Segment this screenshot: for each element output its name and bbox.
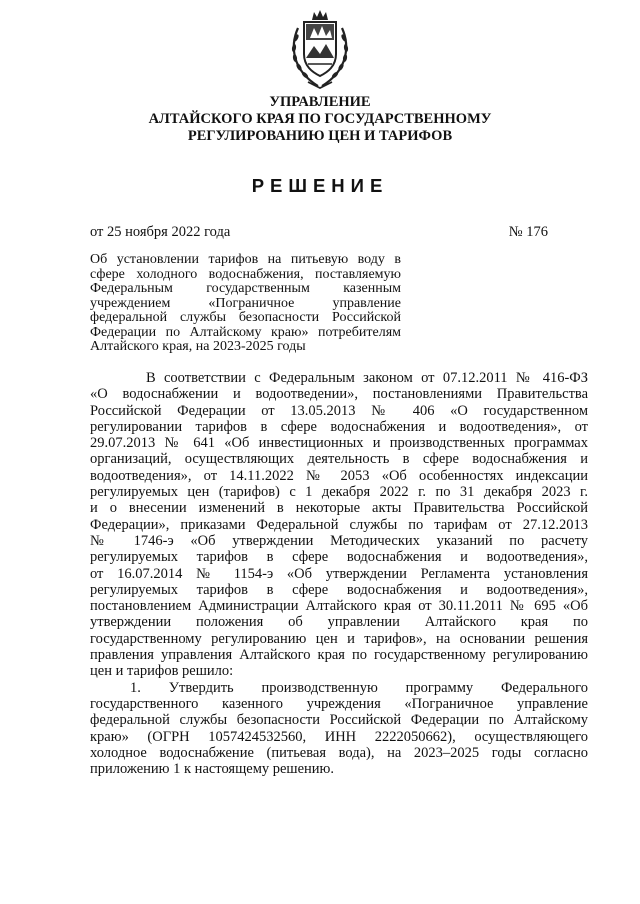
subject-line: учреждением «Пограничное управление	[90, 295, 401, 311]
subject-line: Федерации по Алтайскому краю» потребителям	[90, 324, 401, 340]
body-line: холодное водоснабжение (питьевая вода), на 2023–2025 годы согласно	[90, 744, 588, 761]
document-body	[90, 370, 588, 777]
body-line: регулируемых тарифов в сфере водоснабжения и водоотведения»,	[90, 549, 588, 566]
body-line: и о внесении изменений в некоторые акты Правительства Российской	[90, 500, 588, 517]
body-line: водоотведения», от 14.11.2022 № 2053 «Об особенностях индексации	[90, 467, 588, 484]
body-line: цен и тарифов решило:	[90, 663, 234, 680]
org-line: АЛТАЙСКОГО КРАЯ ПО ГОСУДАРСТВЕННОМУ	[148, 111, 492, 127]
body-line: Федерации», приказами Федеральной службы по тарифам от 27.12.2013	[90, 516, 588, 533]
body-line: краю» (ОГРН 1057424532560, ИНН 2222050662), осуществляющего	[90, 728, 588, 745]
body-line: 29.07.2013 № 641 «Об инвестиционных и производственных программах	[90, 435, 588, 452]
org-line: РЕГУЛИРОВАНИЮ ЦЕН И ТАРИФОВ	[187, 128, 453, 144]
body-line: федеральной службы безопасности Российской Федерации по Алтайскому	[90, 712, 588, 729]
body-line: от 16.07.2014 № 1154-э «Об утверждении Регламента установления	[90, 565, 588, 582]
body-line: регулировании тарифов в сфере водоснабжения и водоотведения», от	[90, 418, 588, 435]
body-line: государственного казенного учреждения «Пограничное управление	[90, 695, 588, 712]
body-line: регулируемых тарифов в сфере водоснабжения и водоотведения»,	[90, 581, 588, 598]
body-line: правления управления Алтайского края по государственному регулированию	[90, 647, 588, 664]
coat-of-arms-emblem	[288, 8, 352, 90]
body-line: Российской Федерации от 13.05.2013 № 406 «О государственном	[90, 402, 588, 419]
organization-name	[80, 94, 560, 145]
subject-line: сфере холодного водоснабжения, поставляемую	[90, 266, 401, 282]
body-line: утверждении положения об управлении Алтайского края по	[90, 614, 588, 631]
subject-line: федеральной службы безопасности Российской	[90, 310, 401, 325]
document-type-title: РЕШЕНИЕ	[251, 175, 389, 196]
body-line: приложению 1 к настоящему решению.	[90, 761, 335, 778]
document-number: № 176	[508, 224, 548, 240]
document-date: от 25 ноября 2022 года	[90, 224, 231, 240]
body-line: государственному регулированию цен и тарифов», на основании решения	[90, 630, 588, 647]
body-line: организаций, осуществляющих деятельность в сфере водоснабжения и	[90, 451, 588, 468]
document-subject	[90, 253, 401, 355]
body-line: постановлением Администрации Алтайского края от 30.11.2011 № 695 «Об	[90, 598, 588, 615]
body-line: № 1746-э «Об утверждении Методических указаний по расчету	[90, 532, 588, 549]
body-line: В соответствии с Федеральным законом от 07.12.2011 № 416-ФЗ	[146, 370, 588, 386]
subject-line: Об установлении тарифов на питьевую воду в	[90, 252, 401, 267]
body-line: 1. Утвердить производственную программу Федерального	[130, 679, 588, 696]
subject-line: Алтайского края, на 2023-2025 годы	[90, 339, 306, 354]
subject-line: Федеральным государственным казенным	[90, 281, 401, 296]
org-line: УПРАВЛЕНИЕ	[269, 94, 371, 110]
body-line: «О водоснабжении и водоотведении», постановлениями Правительства	[90, 386, 588, 403]
body-line: регулируемых цен (тарифов) с 1 декабря 2022 г. по 31 декабря 2023 г.	[90, 484, 588, 501]
